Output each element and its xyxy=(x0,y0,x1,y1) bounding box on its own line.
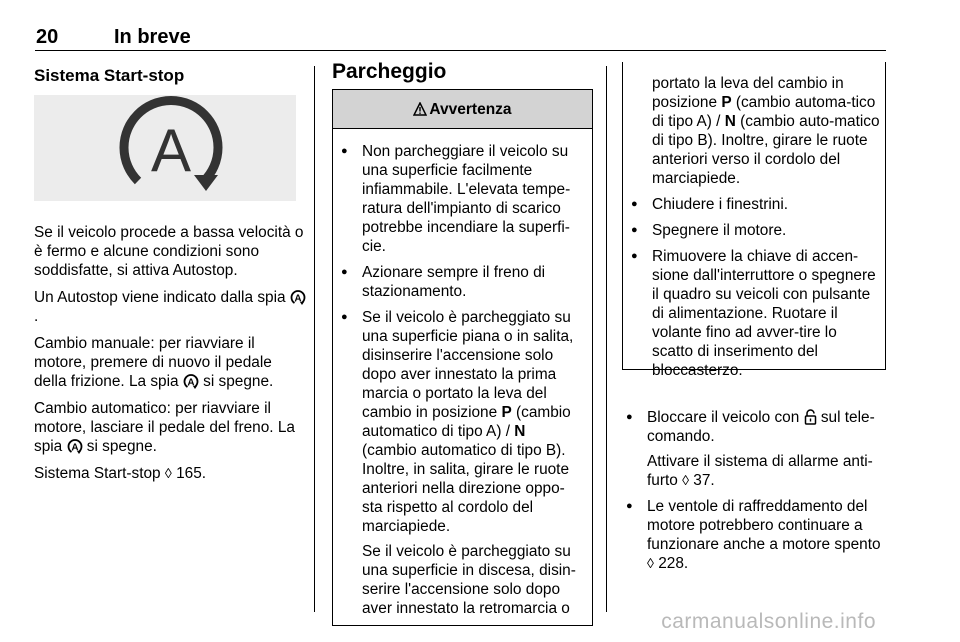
autostop-icon xyxy=(290,289,306,305)
svg-text:A: A xyxy=(187,377,195,389)
list-item: ● Bloccare il veicolo con sul tele-comando. Attivare il sistema di allarme anti-furto ◊ 37. xyxy=(626,408,888,490)
column-start-stop xyxy=(34,66,306,491)
column-divider-right xyxy=(606,66,607,612)
list-item: ● Se il veicolo è parcheggiato su una superficie piana o in salita, disinserire l'accensione solo dopo aver innestato la prima marcia o portato la leva del cambio in posizione P (cambio automatico di tipo A) / N (cambio automatico di tipo B). Inoltre, in salita, girare le ruote anteriori nella direzione oppo-sta rispetto al cordolo del marciapiede. Se il veicolo è parcheggiato su una superficie in discesa, disin-serire l'accensione solo dopo aver innestato la retromarcia o xyxy=(341,308,582,618)
list-item: ● Azionare sempre il freno di stazionamento. xyxy=(341,263,582,301)
list-item: ● Chiudere i finestrini. xyxy=(631,195,882,214)
paragraph-autostop-indicator: Un Autostop viene indicato dalla spia A . xyxy=(34,288,306,326)
autostop-indicator-figure xyxy=(34,95,296,201)
page-number: 20 xyxy=(36,26,59,48)
paragraph-manual-gearbox: Cambio manuale: per riavviare il motore, premere di nuovo il pedale della frizione. La spia A si spegne. xyxy=(34,335,274,390)
warning-body xyxy=(333,129,592,618)
list-item-continuation: Attivare il sistema di allarme anti-furto ◊ 37. xyxy=(647,453,873,489)
page-title: In breve xyxy=(114,26,191,48)
list-item: ● Spegnere il motore. xyxy=(631,221,882,240)
warning-header xyxy=(333,90,592,129)
svg-text:A: A xyxy=(294,293,302,305)
column-divider-left xyxy=(314,66,315,612)
section-heading-parking: Parcheggio xyxy=(332,60,447,83)
autostop-icon xyxy=(183,373,199,389)
autostop-icon xyxy=(67,438,83,454)
svg-text:A: A xyxy=(70,442,79,454)
warning-title: Avvertenza xyxy=(429,100,512,118)
column-parking-continued xyxy=(626,74,888,580)
list-item: ● Non parcheggiare il veicolo su una superficie facilmente infiammabile. L'elevata tempe-ratura dell'impianto di scarico potrebbe incendiare la superfi-cie. xyxy=(341,142,582,256)
reference-arrow-icon: ◊ xyxy=(647,555,654,571)
warning-triangle-icon xyxy=(413,102,427,116)
watermark: carmanualsonline.info xyxy=(661,610,876,633)
cross-reference-start-stop[interactable]: Sistema Start-stop ◊ 165. xyxy=(34,465,207,482)
header-rule xyxy=(35,50,886,51)
reference-arrow-icon: ◊ xyxy=(682,472,689,488)
section-heading-start-stop: Sistema Start-stop xyxy=(34,66,185,85)
unlock-icon xyxy=(804,409,817,425)
list-item-continuation: Se il veicolo è parcheggiato su una superficie in discesa, disin-serire l'accensione solo dopo aver innestato la retromarcia o xyxy=(362,543,576,617)
paragraph-autostop-intro: Se il veicolo procede a bassa velocità o è fermo e alcune condizioni sono soddisfatte, si attiva Autostop. xyxy=(34,224,304,279)
column-parking xyxy=(332,62,592,626)
warning-continuation-text: portato la leva del cambio in posizione P (cambio automa-tico di tipo A) / N (cambio auto-matico di tipo B). Inoltre, girare le ruote anteriori verso il cordolo del marciapiede. xyxy=(652,75,880,187)
list-item: ● Rimuovere la chiave di accen-sione dall'interruttore o spegnere il quadro su veicoli con pulsante di alimentazione. Ruotare il volante fino ad avver-tire lo scatto di inserimento del bloccasterzo. xyxy=(631,247,882,380)
list-item: ● Le ventole di raffreddamento del motore potrebbero continuare a funzionare anche a motore spento ◊ 228. xyxy=(626,497,888,573)
svg-text:A: A xyxy=(150,117,192,184)
warning-box xyxy=(332,89,593,626)
paragraph-automatic-gearbox: Cambio automatico: per riavviare il motore, lasciare il pedale del freno. La spia A si spegne. xyxy=(34,400,295,455)
reference-arrow-icon: ◊ xyxy=(164,465,172,481)
